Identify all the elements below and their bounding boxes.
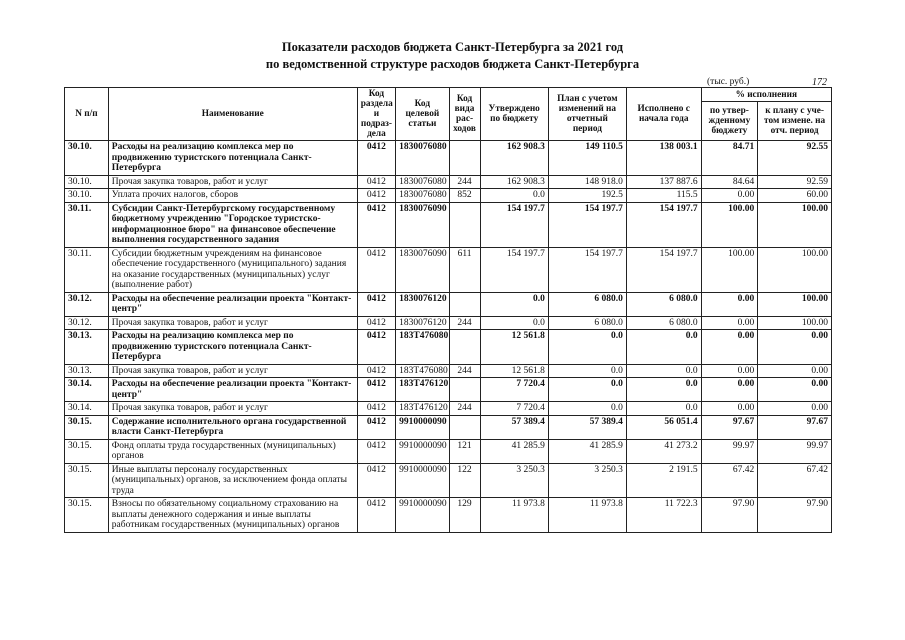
row-pct-plan: 92.59 [758,175,832,189]
row-section: 0412 [357,247,395,292]
row-plan: 41 285.9 [548,439,626,463]
row-name: Фонд оплаты труда государственных (муниципальных) органов [108,439,357,463]
table-row [65,402,832,416]
row-section: 0412 [357,364,395,378]
row-executed: 138 003.1 [626,141,701,176]
unit-note: (тыс. руб.) [707,77,750,87]
row-number: 30.15. [65,415,109,439]
row-executed: 11 722.3 [626,498,701,533]
row-pct-plan: 100.00 [758,247,832,292]
row-executed: 0.0 [626,364,701,378]
row-approved: 154 197.7 [480,247,548,292]
row-pct-approved: 97.67 [701,415,758,439]
row-approved: 7 720.4 [480,378,548,402]
table-row [65,247,832,292]
row-approved: 11 973.8 [480,498,548,533]
report-title: Показатели расходов бюджета Санкт-Петербурга за 2021 год [281,40,624,54]
row-name: Субсидии Санкт-Петербургскому государственному бюджетному учреждению "Городское туристско-информационное бюро" на финансовое обеспечение выполнения государственного задания [108,202,357,247]
row-pct-plan: 100.00 [758,202,832,247]
row-executed: 154 197.7 [626,247,701,292]
header-pct-approved: по утвер-жденному бюджету [701,102,758,141]
row-name: Расходы на реализацию комплекса мер по продвижению туристского потенциала Санкт-Петербурга [108,330,357,365]
row-pct-plan: 99.97 [758,439,832,463]
row-kind: 121 [449,439,480,463]
row-approved: 162 908.3 [480,141,548,176]
row-name: Расходы на реализацию комплекса мер по продвижению туристского потенциала Санкт-Петербурга [108,141,357,176]
row-section: 0412 [357,402,395,416]
row-kind [449,330,480,365]
row-approved: 154 197.7 [480,202,548,247]
row-name: Уплата прочих налогов, сборов [108,189,357,203]
row-target: 9910000090 [396,439,449,463]
row-pct-plan: 100.00 [758,316,832,330]
row-executed: 0.0 [626,378,701,402]
row-pct-plan: 0.00 [758,330,832,365]
row-pct-plan: 67.42 [758,463,832,498]
row-name: Прочая закупка товаров, работ и услуг [108,402,357,416]
row-pct-approved: 84.64 [701,175,758,189]
table-row [65,439,832,463]
table-row [65,175,832,189]
row-target: 183T476080 [396,330,449,365]
header-kind: Код вида рас-ходов [449,88,480,141]
row-pct-approved: 99.97 [701,439,758,463]
row-name: Прочая закупка товаров, работ и услуг [108,175,357,189]
row-plan: 148 918.0 [548,175,626,189]
table-row [65,189,832,203]
row-target: 1830076080 [396,175,449,189]
row-kind: 129 [449,498,480,533]
row-number: 30.14. [65,378,109,402]
row-executed: 41 273.2 [626,439,701,463]
row-name: Прочая закупка товаров, работ и услуг [108,316,357,330]
header-target: Код целевой статьи [396,88,449,141]
row-executed: 154 197.7 [626,202,701,247]
row-target: 1830076090 [396,202,449,247]
row-plan: 3 250.3 [548,463,626,498]
table-row [65,378,832,402]
table-row [65,463,832,498]
row-section: 0412 [357,330,395,365]
row-pct-plan: 0.00 [758,364,832,378]
row-target: 183T476080 [396,364,449,378]
row-kind: 611 [449,247,480,292]
row-target: 183T476120 [396,402,449,416]
row-section: 0412 [357,463,395,498]
table-row [65,292,832,316]
row-section: 0412 [357,316,395,330]
page-number: 172 [812,77,827,88]
row-number: 30.13. [65,330,109,365]
row-pct-approved: 100.00 [701,247,758,292]
row-approved: 57 389.4 [480,415,548,439]
row-target: 1830076120 [396,292,449,316]
row-pct-plan: 0.00 [758,402,832,416]
row-executed: 2 191.5 [626,463,701,498]
expenditure-table [64,87,832,533]
row-target: 9910000090 [396,415,449,439]
row-plan: 0.0 [548,364,626,378]
row-plan: 192.5 [548,189,626,203]
header-section: Код раздела и подраз-дела [357,88,395,141]
row-pct-approved: 100.00 [701,202,758,247]
row-kind [449,141,480,176]
row-pct-approved: 0.00 [701,402,758,416]
table-row [65,364,832,378]
row-plan: 6 080.0 [548,316,626,330]
row-approved: 162 908.3 [480,175,548,189]
row-kind [449,202,480,247]
table-row [65,202,832,247]
row-plan: 154 197.7 [548,202,626,247]
row-executed: 56 051.4 [626,415,701,439]
row-target: 1830076120 [396,316,449,330]
row-pct-plan: 60.00 [758,189,832,203]
row-name: Иные выплаты персоналу государственных (муниципальных) органов, за исключением фонда оплаты труда [108,463,357,498]
row-pct-plan: 97.67 [758,415,832,439]
row-section: 0412 [357,141,395,176]
row-executed: 6 080.0 [626,292,701,316]
row-number: 30.10. [65,141,109,176]
row-approved: 12 561.8 [480,364,548,378]
row-section: 0412 [357,378,395,402]
header-percent: % исполнения [701,88,831,102]
row-pct-approved: 84.71 [701,141,758,176]
row-pct-plan: 97.90 [758,498,832,533]
row-approved: 7 720.4 [480,402,548,416]
table-row [65,141,832,176]
row-number: 30.15. [65,498,109,533]
row-pct-approved: 0.00 [701,189,758,203]
row-plan: 0.0 [548,378,626,402]
row-kind: 244 [449,402,480,416]
header-executed: Исполнено с начала года [626,88,701,141]
row-number: 30.12. [65,292,109,316]
row-pct-approved: 0.00 [701,378,758,402]
row-name: Расходы на обеспечение реализации проекта "Контакт-центр" [108,378,357,402]
row-name: Содержание исполнительного органа государственной власти Санкт-Петербурга [108,415,357,439]
row-target: 183T476120 [396,378,449,402]
row-plan: 0.0 [548,330,626,365]
row-plan: 0.0 [548,402,626,416]
row-name: Прочая закупка товаров, работ и услуг [108,364,357,378]
row-pct-approved: 67.42 [701,463,758,498]
row-target: 1830076080 [396,141,449,176]
row-pct-approved: 97.90 [701,498,758,533]
row-kind [449,292,480,316]
row-name: Взносы по обязательному социальному страхованию на выплаты денежного содержания и иные выплаты работникам государственных (муниципальных) органов [108,498,357,533]
table-row [65,415,832,439]
row-executed: 6 080.0 [626,316,701,330]
table-row [65,316,832,330]
row-target: 1830076080 [396,189,449,203]
row-number: 30.10. [65,175,109,189]
row-name: Расходы на обеспечение реализации проекта "Контакт-центр" [108,292,357,316]
row-pct-plan: 0.00 [758,378,832,402]
row-plan: 154 197.7 [548,247,626,292]
row-pct-plan: 100.00 [758,292,832,316]
row-section: 0412 [357,498,395,533]
row-approved: 0.0 [480,189,548,203]
row-number: 30.10. [65,189,109,203]
row-approved: 12 561.8 [480,330,548,365]
row-section: 0412 [357,292,395,316]
row-approved: 0.0 [480,292,548,316]
row-number: 30.14. [65,402,109,416]
row-number: 30.15. [65,463,109,498]
row-executed: 115.5 [626,189,701,203]
row-kind: 852 [449,189,480,203]
row-section: 0412 [357,439,395,463]
row-plan: 57 389.4 [548,415,626,439]
row-number: 30.11. [65,202,109,247]
header-plan: План с учетом изменений на отчетный период [548,88,626,141]
report-subtitle: по ведомственной структуре расходов бюджета Санкт-Петербурга [265,57,640,71]
row-target: 9910000090 [396,463,449,498]
row-approved: 41 285.9 [480,439,548,463]
row-name: Субсидии бюджетным учреждениям на финансовое обеспечение государственного (муниципального) задания на оказание государственных (муниципальных) услуг (выполнение работ) [108,247,357,292]
row-executed: 0.0 [626,402,701,416]
row-executed: 137 887.6 [626,175,701,189]
row-plan: 149 110.5 [548,141,626,176]
row-number: 30.11. [65,247,109,292]
row-pct-approved: 0.00 [701,292,758,316]
table-row [65,498,832,533]
row-pct-approved: 0.00 [701,364,758,378]
row-pct-plan: 92.55 [758,141,832,176]
row-kind: 122 [449,463,480,498]
row-target: 9910000090 [396,498,449,533]
row-section: 0412 [357,189,395,203]
row-plan: 11 973.8 [548,498,626,533]
row-plan: 6 080.0 [548,292,626,316]
header-approved: Утверждено по бюджету [480,88,548,141]
header-num: N п/п [65,88,109,141]
row-pct-approved: 0.00 [701,316,758,330]
row-kind [449,378,480,402]
row-kind: 244 [449,175,480,189]
table-row [65,330,832,365]
header-pct-plan: к плану с уче-том измене. на отч. период [758,102,832,141]
row-pct-approved: 0.00 [701,330,758,365]
row-target: 1830076090 [396,247,449,292]
row-kind: 244 [449,364,480,378]
row-section: 0412 [357,202,395,247]
row-approved: 3 250.3 [480,463,548,498]
row-kind: 244 [449,316,480,330]
row-approved: 0.0 [480,316,548,330]
row-number: 30.13. [65,364,109,378]
row-number: 30.15. [65,439,109,463]
row-executed: 0.0 [626,330,701,365]
header-name: Наименование [108,88,357,141]
row-section: 0412 [357,415,395,439]
row-section: 0412 [357,175,395,189]
row-number: 30.12. [65,316,109,330]
row-kind [449,415,480,439]
